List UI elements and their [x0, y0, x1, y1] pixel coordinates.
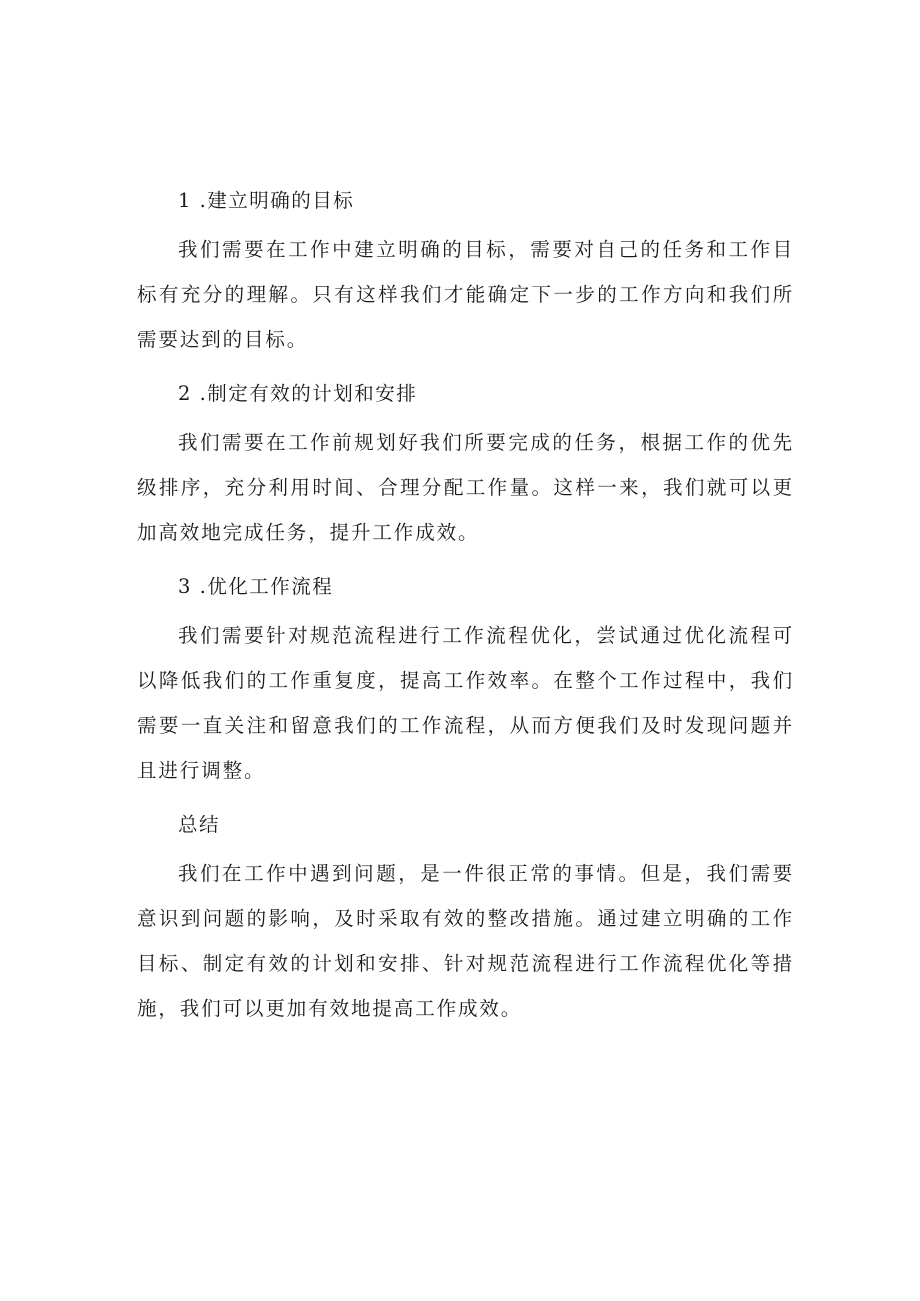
section-paragraph: 我们需要在工作前规划好我们所要完成的任务，根据工作的优先级排序，充分利用时间、合理分配工作量。这样一来，我们就可以更加高效地完成任务，提升工作成效。 — [137, 431, 794, 544]
section-optimize-workflow — [137, 570, 794, 793]
section-heading: 2 .制定有效的计划和安排 — [178, 382, 418, 405]
section-summary — [137, 808, 794, 1031]
section-plan-and-schedule — [137, 377, 794, 555]
document-body — [137, 184, 794, 1051]
section-paragraph: 我们在工作中遇到问题，是一件很正常的事情。但是，我们需要意识到问题的影响，及时采取有效的整改措施。通过建立明确的工作目标、制定有效的计划和安排、针对规范流程进行工作流程优化等措施，我们可以更加有效地提高工作成效。 — [137, 862, 794, 1020]
section-set-clear-goals — [137, 184, 794, 362]
section-heading: 3 .优化工作流程 — [178, 575, 334, 598]
section-paragraph: 我们需要针对规范流程进行工作流程优化，尝试通过优化流程可以降低我们的工作重复度，提高工作效率。在整个工作过程中，我们需要一直关注和留意我们的工作流程，从而方便我们及时发现问题并且进行调整。 — [137, 624, 794, 782]
section-heading: 总结 — [178, 813, 221, 836]
section-paragraph: 我们需要在工作中建立明确的目标，需要对自己的任务和工作目标有充分的理解。只有这样我们才能确定下一步的工作方向和我们所需要达到的目标。 — [137, 238, 794, 351]
section-heading: 1 .建立明确的目标 — [178, 189, 355, 212]
